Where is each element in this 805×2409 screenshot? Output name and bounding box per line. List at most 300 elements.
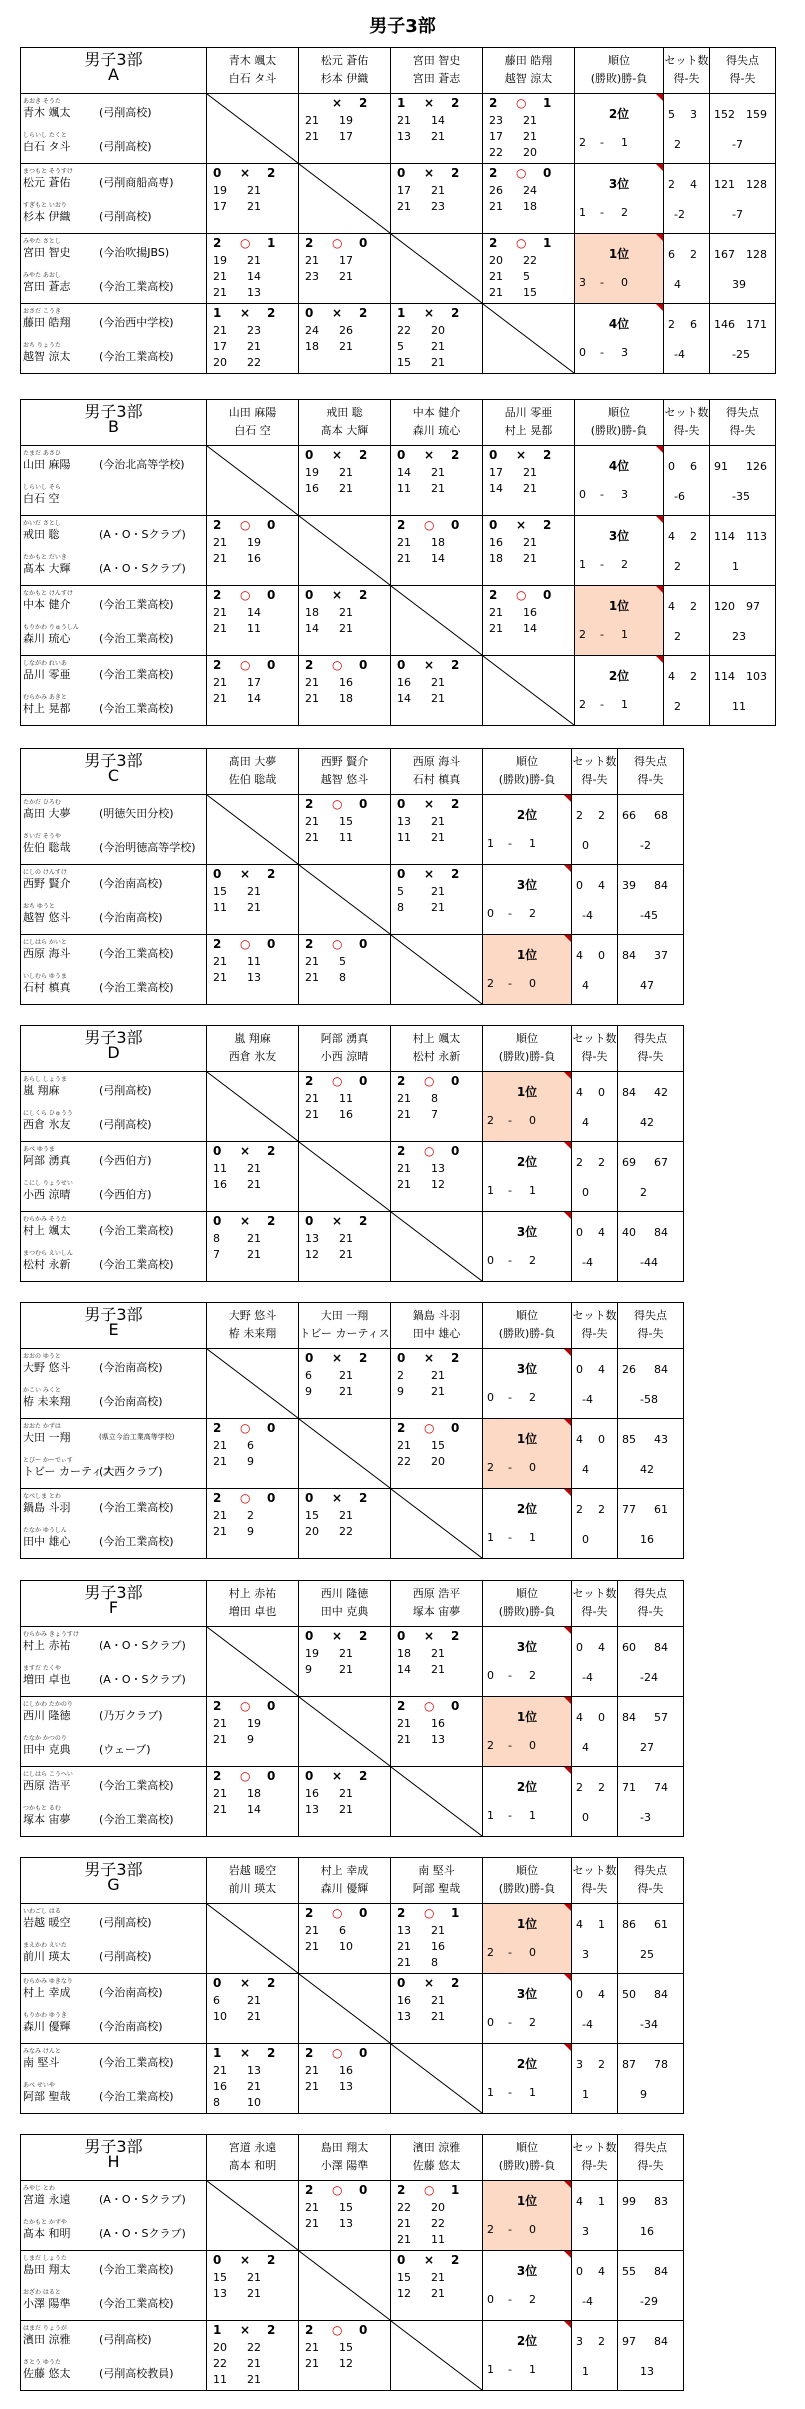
losses: 2 [529,907,536,920]
losses: 3 [621,346,628,359]
player-2-team: (A・O・Sクラブ) [99,1673,186,1686]
match-cell [207,1142,299,1212]
set-score-against: 14 [523,622,537,635]
match-games-lost: 0 [451,1699,460,1713]
column-pair-header [207,2135,299,2181]
points-cell [618,1767,684,1837]
set-score-against: 21 [523,466,537,479]
comment-marker [564,1904,571,1911]
losses: 1 [529,2086,536,2099]
points-header [618,749,684,795]
points-against: 74 [654,1781,668,1794]
sets-cell [572,865,618,935]
match-games-won: 2 [213,236,222,250]
set-score-against: 21 [339,1248,353,1261]
match-games-lost: 0 [359,236,368,250]
match-games-won: 2 [213,518,222,532]
set-score-against: 16 [339,2064,353,2077]
comment-marker [564,2321,571,2328]
sets-header-line-2: 得-失 [581,1050,608,1063]
set-score-against: 6 [339,1924,346,1937]
set-score-against: 21 [339,1232,353,1245]
sets-diff: 1 [582,2365,589,2378]
win-loss [483,1250,571,1274]
comment-marker [564,1974,571,1981]
match-games-lost: 1 [451,1906,460,1920]
set-score-against: 21 [523,130,537,143]
loss-cross-mark: × [424,658,435,672]
sets-cell [572,1627,618,1697]
loss-cross-mark: × [424,867,435,881]
set-score-against: 23 [431,200,445,213]
comment-marker [564,2181,571,2188]
rank-header-line-2: (勝敗)勝-負 [498,773,556,786]
column-pair-header [391,1303,483,1349]
self-match-cell [299,865,391,935]
match-cell [299,586,391,656]
player-2-name: 佐伯 聡哉 [23,841,71,854]
match-games-won: 0 [305,1629,314,1643]
rank-header-line-1: 順位 [516,1587,538,1600]
set-score-for: 21 [213,606,227,619]
match-games-won: 2 [489,96,498,110]
player-1-name: 宮道 永遠 [23,2193,71,2206]
group-table [20,1025,684,1282]
match-cell [483,446,575,516]
loss-cross-mark: × [424,2253,435,2267]
column-player-2: トビー カーティス [299,1327,390,1340]
wins: 1 [487,1531,494,1544]
points-diff: 13 [640,2365,654,2378]
set-score-against: 21 [339,340,353,353]
match-cell [391,446,483,516]
win-loss [575,694,663,718]
points-cell [710,516,776,586]
set-score-against: 19 [247,1717,261,1730]
column-player-1: 松元 蒼佑 [320,54,369,67]
match-games-lost: 2 [451,1629,460,1643]
match-games-lost: 0 [267,588,276,602]
comment-marker [656,234,663,241]
points-against: 171 [746,318,767,331]
set-score-for: 21 [213,324,227,337]
set-score-against: 21 [339,622,353,635]
match-games-won: 0 [397,658,406,672]
comment-marker [564,795,571,802]
match-games-lost: 0 [267,658,276,672]
player-1-kana: にしの けんすけ [23,869,67,876]
set-score-for: 21 [213,955,227,968]
player-1-name: 宮田 智史 [23,246,71,259]
points-for: 99 [622,2195,636,2208]
match-cell [391,1904,483,1974]
match-games-won: 0 [305,306,314,320]
set-score-against: 21 [339,1509,353,1522]
wl-dash: - [508,2223,512,2236]
set-score-for: 17 [213,340,227,353]
set-score-for: 21 [305,831,319,844]
losses: 2 [529,1254,536,1267]
set-score-for: 12 [305,1248,319,1261]
set-score-for: 22 [213,2357,227,2370]
set-score-against: 6 [247,1439,254,1452]
points-cell [618,1212,684,1282]
set-score-for: 21 [397,1092,411,1105]
player-2-name: 村上 晃都 [23,702,71,715]
match-games-won: 2 [213,1769,222,1783]
rank-value: 1位 [516,1432,538,1446]
set-score-for: 21 [305,2080,319,2093]
pair-cell [21,865,207,935]
losses: 3 [621,488,628,501]
loss-cross-mark: × [424,448,435,462]
player-1-kana: あらし しょうま [23,1076,67,1083]
sets-won: 0 [576,1988,583,2001]
player-2-team: (今治工業高校) [99,632,174,645]
self-match-cell [391,586,483,656]
set-score-for: 21 [213,1787,227,1800]
win-circle-mark: ○ [332,2046,343,2060]
rank-cell [483,1697,572,1767]
match-cell [207,304,299,374]
sets-header [572,1303,618,1349]
sets-diff: 0 [582,1811,589,1824]
sets-diff: 2 [674,560,681,573]
set-score-against: 21 [523,482,537,495]
set-score-against: 13 [247,2064,261,2077]
set-score-against: 13 [339,2080,353,2093]
self-match-cell [299,164,391,234]
player-2-name: トビー カーティス [23,1465,114,1478]
column-player-2: 田中 雄心 [412,1327,461,1340]
sets-lost: 4 [598,2265,605,2278]
match-games-won: 1 [213,2046,222,2060]
match-games-lost: 2 [451,2253,460,2267]
win-circle-mark: ○ [516,236,527,250]
rank-cell [483,1072,572,1142]
points-against: 68 [654,809,668,822]
player-1-name: 山田 麻陽 [23,458,71,471]
set-score-against: 18 [431,536,445,549]
set-score-for: 20 [213,356,227,369]
player-2-name: 栫 未来翔 [23,1395,71,1408]
match-cell [391,94,483,164]
sets-lost: 0 [598,1086,605,1099]
player-2-kana: たなか ゆうしん [23,1527,67,1534]
set-score-for: 11 [213,2373,227,2386]
points-against: 97 [746,600,760,613]
set-score-for: 20 [213,2341,227,2354]
match-games-lost: 0 [359,2323,368,2337]
player-1-kana: まつもと そうすけ [23,168,73,175]
section-label: 男子3部 [84,751,143,770]
player-1-name: 西原 海斗 [23,947,71,960]
match-games-won: 1 [397,306,406,320]
sets-cell [572,1212,618,1282]
sets-diff: 0 [582,1533,589,1546]
rank-header-line-2: (勝敗)勝-負 [498,1605,556,1618]
points-header-line-2: 得-失 [637,773,664,786]
rank-value: 3位 [608,177,630,191]
set-score-for: 21 [305,692,319,705]
match-cell [391,1974,483,2044]
sets-won: 4 [576,949,583,962]
self-match-cell [207,795,299,865]
points-cell [710,446,776,516]
points-header [618,1581,684,1627]
set-score-for: 21 [213,1717,227,1730]
loss-cross-mark: × [424,1629,435,1643]
sets-diff: 0 [582,839,589,852]
column-pair-header [391,1581,483,1627]
set-score-against: 10 [339,1940,353,1953]
set-score-for: 21 [305,1092,319,1105]
points-for: 120 [714,600,735,613]
column-player-2: 森川 優輝 [320,1882,369,1895]
match-games-won: 0 [305,588,314,602]
set-score-against: 21 [247,901,261,914]
match-cell [391,1697,483,1767]
rank-value: 3位 [516,1362,538,1376]
sets-cell [572,1142,618,1212]
sets-won: 0 [576,1363,583,1376]
set-score-against: 21 [431,482,445,495]
set-score-against: 11 [431,2233,445,2246]
self-match-cell [391,1489,483,1559]
set-score-against: 9 [247,1455,254,1468]
set-score-for: 2 [397,1369,404,1382]
column-pair-header [207,1858,299,1904]
match-games-lost: 2 [267,2323,276,2337]
points-header-line-2: 得-失 [637,1605,664,1618]
wins: 0 [487,907,494,920]
sets-cell [572,2251,618,2321]
player-2-team: (大西クラブ) [99,1465,163,1478]
player-1-kana: おおの ゆうと [23,1353,61,1360]
rank-value: 2位 [516,1155,538,1169]
match-games-lost: 2 [267,2046,276,2060]
win-circle-mark: ○ [240,1769,251,1783]
rank-header [575,48,664,94]
column-pair-header [391,1858,483,1904]
wl-dash: - [508,2086,512,2099]
match-games-won: 0 [305,1351,314,1365]
section-label: 男子3部 [84,1860,143,1879]
match-cell [299,656,391,726]
set-score-for: 12 [397,2287,411,2300]
rank-value: 2位 [608,107,630,121]
set-score-for: 21 [213,552,227,565]
set-score-against: 21 [523,536,537,549]
player-1-name: 村上 颯太 [23,1224,71,1237]
set-score-for: 8 [213,2096,220,2109]
set-score-against: 9 [247,1525,254,1538]
set-score-against: 16 [339,676,353,689]
points-for: 69 [622,1156,636,1169]
set-score-for: 19 [213,184,227,197]
points-against: 57 [654,1711,668,1724]
group-label-cell [21,400,207,446]
group-c [20,748,684,1005]
sets-lost: 2 [690,670,697,683]
pair-cell [21,1489,207,1559]
match-games-won: 2 [305,2046,314,2060]
points-for: 97 [622,2335,636,2348]
wins: 1 [487,2363,494,2376]
player-2-team: (今治工業高校) [99,702,174,715]
wl-dash: - [508,837,512,850]
player-1-name: 村上 赤祐 [23,1639,71,1652]
player-1-name: 岩越 暖空 [23,1916,71,1929]
wl-dash: - [600,558,604,571]
points-header-line-2: 得-失 [637,1050,664,1063]
sets-header-line-1: セット数 [572,1587,617,1600]
sets-header [572,1858,618,1904]
match-games-lost: 2 [267,306,276,320]
match-games-lost: 2 [451,658,460,672]
group-letter: E [108,1320,119,1339]
self-match-cell [299,516,391,586]
group-label-cell [21,48,207,94]
set-score-against: 21 [431,2287,445,2300]
set-score-for: 21 [489,622,503,635]
sets-cell [664,446,710,516]
points-against: 128 [746,178,767,191]
player-1-name: 村上 幸成 [23,1986,71,1999]
sets-diff: -4 [582,2018,593,2031]
rank-header [483,2135,572,2181]
points-for: 40 [622,1226,636,1239]
column-pair-header [483,48,575,94]
wins: 2 [487,1114,494,1127]
points-cell [710,234,776,304]
set-score-against: 21 [247,1178,261,1191]
losses: 2 [529,2293,536,2306]
player-2-team: (今西伯方) [99,1188,152,1201]
column-pair-header [207,48,299,94]
win-circle-mark: ○ [332,797,343,811]
column-pair-header [391,1026,483,1072]
win-loss [483,973,571,997]
points-against: 84 [654,2335,668,2348]
sets-diff: -4 [582,1671,593,1684]
player-2-name: 白石 空 [23,492,60,505]
set-score-for: 15 [397,356,411,369]
set-score-for: 14 [489,482,503,495]
player-2-name: 塚本 宙夢 [23,1813,71,1826]
points-header-line-1: 得失点 [634,1309,667,1322]
points-diff: 39 [732,278,746,291]
points-diff: 16 [640,1533,654,1546]
win-loss [575,132,663,156]
comment-marker [564,1697,571,1704]
set-score-for: 16 [397,1994,411,2007]
points-against: 84 [654,2265,668,2278]
wins: 0 [487,1254,494,1267]
set-score-against: 20 [523,146,537,159]
rank-header [483,1858,572,1904]
player-2-kana: むらかみ あきと [23,694,67,701]
set-score-for: 21 [489,286,503,299]
set-score-against: 21 [431,356,445,369]
set-score-for: 21 [305,2064,319,2077]
self-match-cell [207,94,299,164]
match-cell [207,1974,299,2044]
set-score-against: 17 [339,130,353,143]
match-games-won: 1 [213,2323,222,2337]
wins: 0 [487,1391,494,1404]
match-cell [391,1627,483,1697]
rank-cell [483,1419,572,1489]
match-games-won: 2 [489,588,498,602]
player-1-kana: にしはら かいと [23,939,67,946]
match-games-won: 2 [213,937,222,951]
match-cell [483,164,575,234]
match-cell [207,2044,299,2114]
match-cell [391,1142,483,1212]
set-score-for: 21 [397,1717,411,1730]
player-2-kana: まつむら えいしん [23,1250,73,1257]
points-for: 84 [622,1711,636,1724]
losses: 0 [529,2223,536,2236]
sets-header-line-2: 得-失 [581,1605,608,1618]
points-cell [618,2044,684,2114]
match-games-won: 1 [213,306,222,320]
set-score-for: 6 [305,1369,312,1382]
set-score-for: 18 [397,1647,411,1660]
win-circle-mark: ○ [240,236,251,250]
set-score-for: 18 [305,606,319,619]
set-score-for: 21 [397,200,411,213]
points-against: 42 [654,1086,668,1099]
match-cell [299,2181,391,2251]
set-score-for: 16 [397,676,411,689]
sets-diff: 2 [674,138,681,151]
column-player-1: 岩越 暖空 [228,1864,277,1877]
points-diff: -35 [732,490,750,503]
set-score-against: 16 [523,606,537,619]
wins: 1 [579,558,586,571]
player-1-kana: みやた さとし [23,238,61,245]
player-2-kana: ますだ たくや [23,1665,61,1672]
sets-lost: 2 [690,600,697,613]
self-match-cell [299,1697,391,1767]
rank-header-line-2: (勝敗)勝-負 [498,1050,556,1063]
win-circle-mark: ○ [332,937,343,951]
win-circle-mark: ○ [332,2323,343,2337]
set-score-for: 21 [213,2064,227,2077]
comment-marker [564,1212,571,1219]
set-score-against: 16 [431,1717,445,1730]
self-match-cell [299,2251,391,2321]
set-score-for: 21 [213,1733,227,1746]
player-1-kana: むらかみ きょうすけ [23,1631,79,1638]
points-for: 60 [622,1641,636,1654]
match-games-lost: 2 [451,448,460,462]
set-score-against: 21 [431,901,445,914]
losses: 2 [621,206,628,219]
set-score-for: 24 [305,324,319,337]
sets-won: 0 [576,1641,583,1654]
set-score-against: 17 [247,676,261,689]
set-score-for: 10 [213,2010,227,2023]
set-score-against: 21 [339,1803,353,1816]
sets-lost: 1 [598,1918,605,1931]
sets-header [664,400,710,446]
column-player-1: 嵐 翔麻 [234,1032,271,1045]
match-games-won: 0 [397,166,406,180]
player-1-team: (今治南高校) [99,877,163,890]
